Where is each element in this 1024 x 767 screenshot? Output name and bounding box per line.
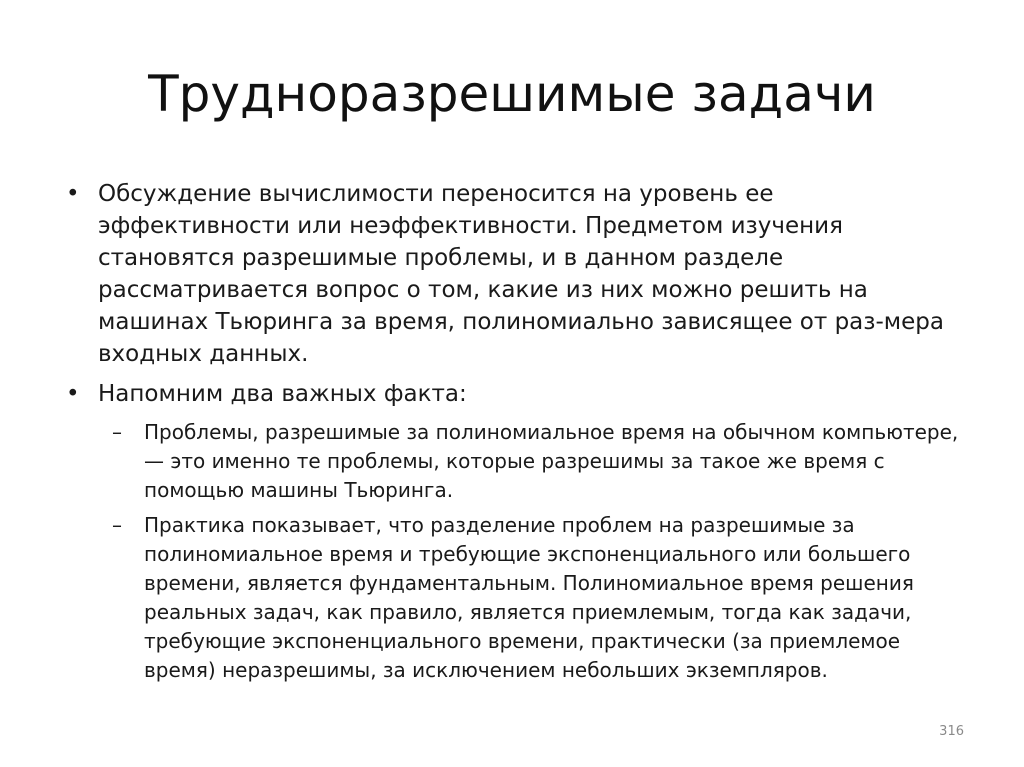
- bullet-marker: •: [66, 181, 80, 207]
- sub-bullet-text: Практика показывает, что разделение проблем на разрешимые за полиномиальное время и требующие экспоненциального или большего времени, является фундаментальным. Полиномиальное время решения реальных задач, как правило, является приемлемым, тогда как задачи, требующие экспоненциального времени, практически (за приемлемое время) неразрешимы, за исключением небольших экземпляров.: [144, 513, 914, 682]
- sub-bullet-item: [66, 511, 966, 685]
- bullet-text: Обсуждение вычислимости переносится на уровень ее эффективности или неэффективности. Предметом изучения становятся разрешимые проблемы, и в данном разделе рассматривается вопрос о том, какие из них можно решить на машинах Тьюринга за время, полиномиально зависящее от раз-мера входных данных.: [98, 181, 945, 367]
- sub-bullet-text: Проблемы, разрешимые за полиномиальное время на обычном компьютере, — это именно те проблемы, которые разрешимы за такое же время с помощью машины Тьюринга.: [144, 420, 959, 502]
- slide-content: [66, 178, 966, 691]
- bullet-item: [66, 378, 966, 410]
- sub-bullet-item: [66, 418, 966, 505]
- bullet-text: Напомним два важных факта:: [98, 381, 467, 407]
- sub-bullet-marker: –: [112, 513, 122, 537]
- page-number: 316: [939, 724, 964, 739]
- slide-title: Трудноразрешимые задачи: [148, 65, 876, 123]
- sub-bullet-marker: –: [112, 420, 122, 444]
- sub-bullet-list: [66, 418, 966, 685]
- bullet-item: [66, 178, 966, 370]
- bullet-marker: •: [66, 381, 80, 407]
